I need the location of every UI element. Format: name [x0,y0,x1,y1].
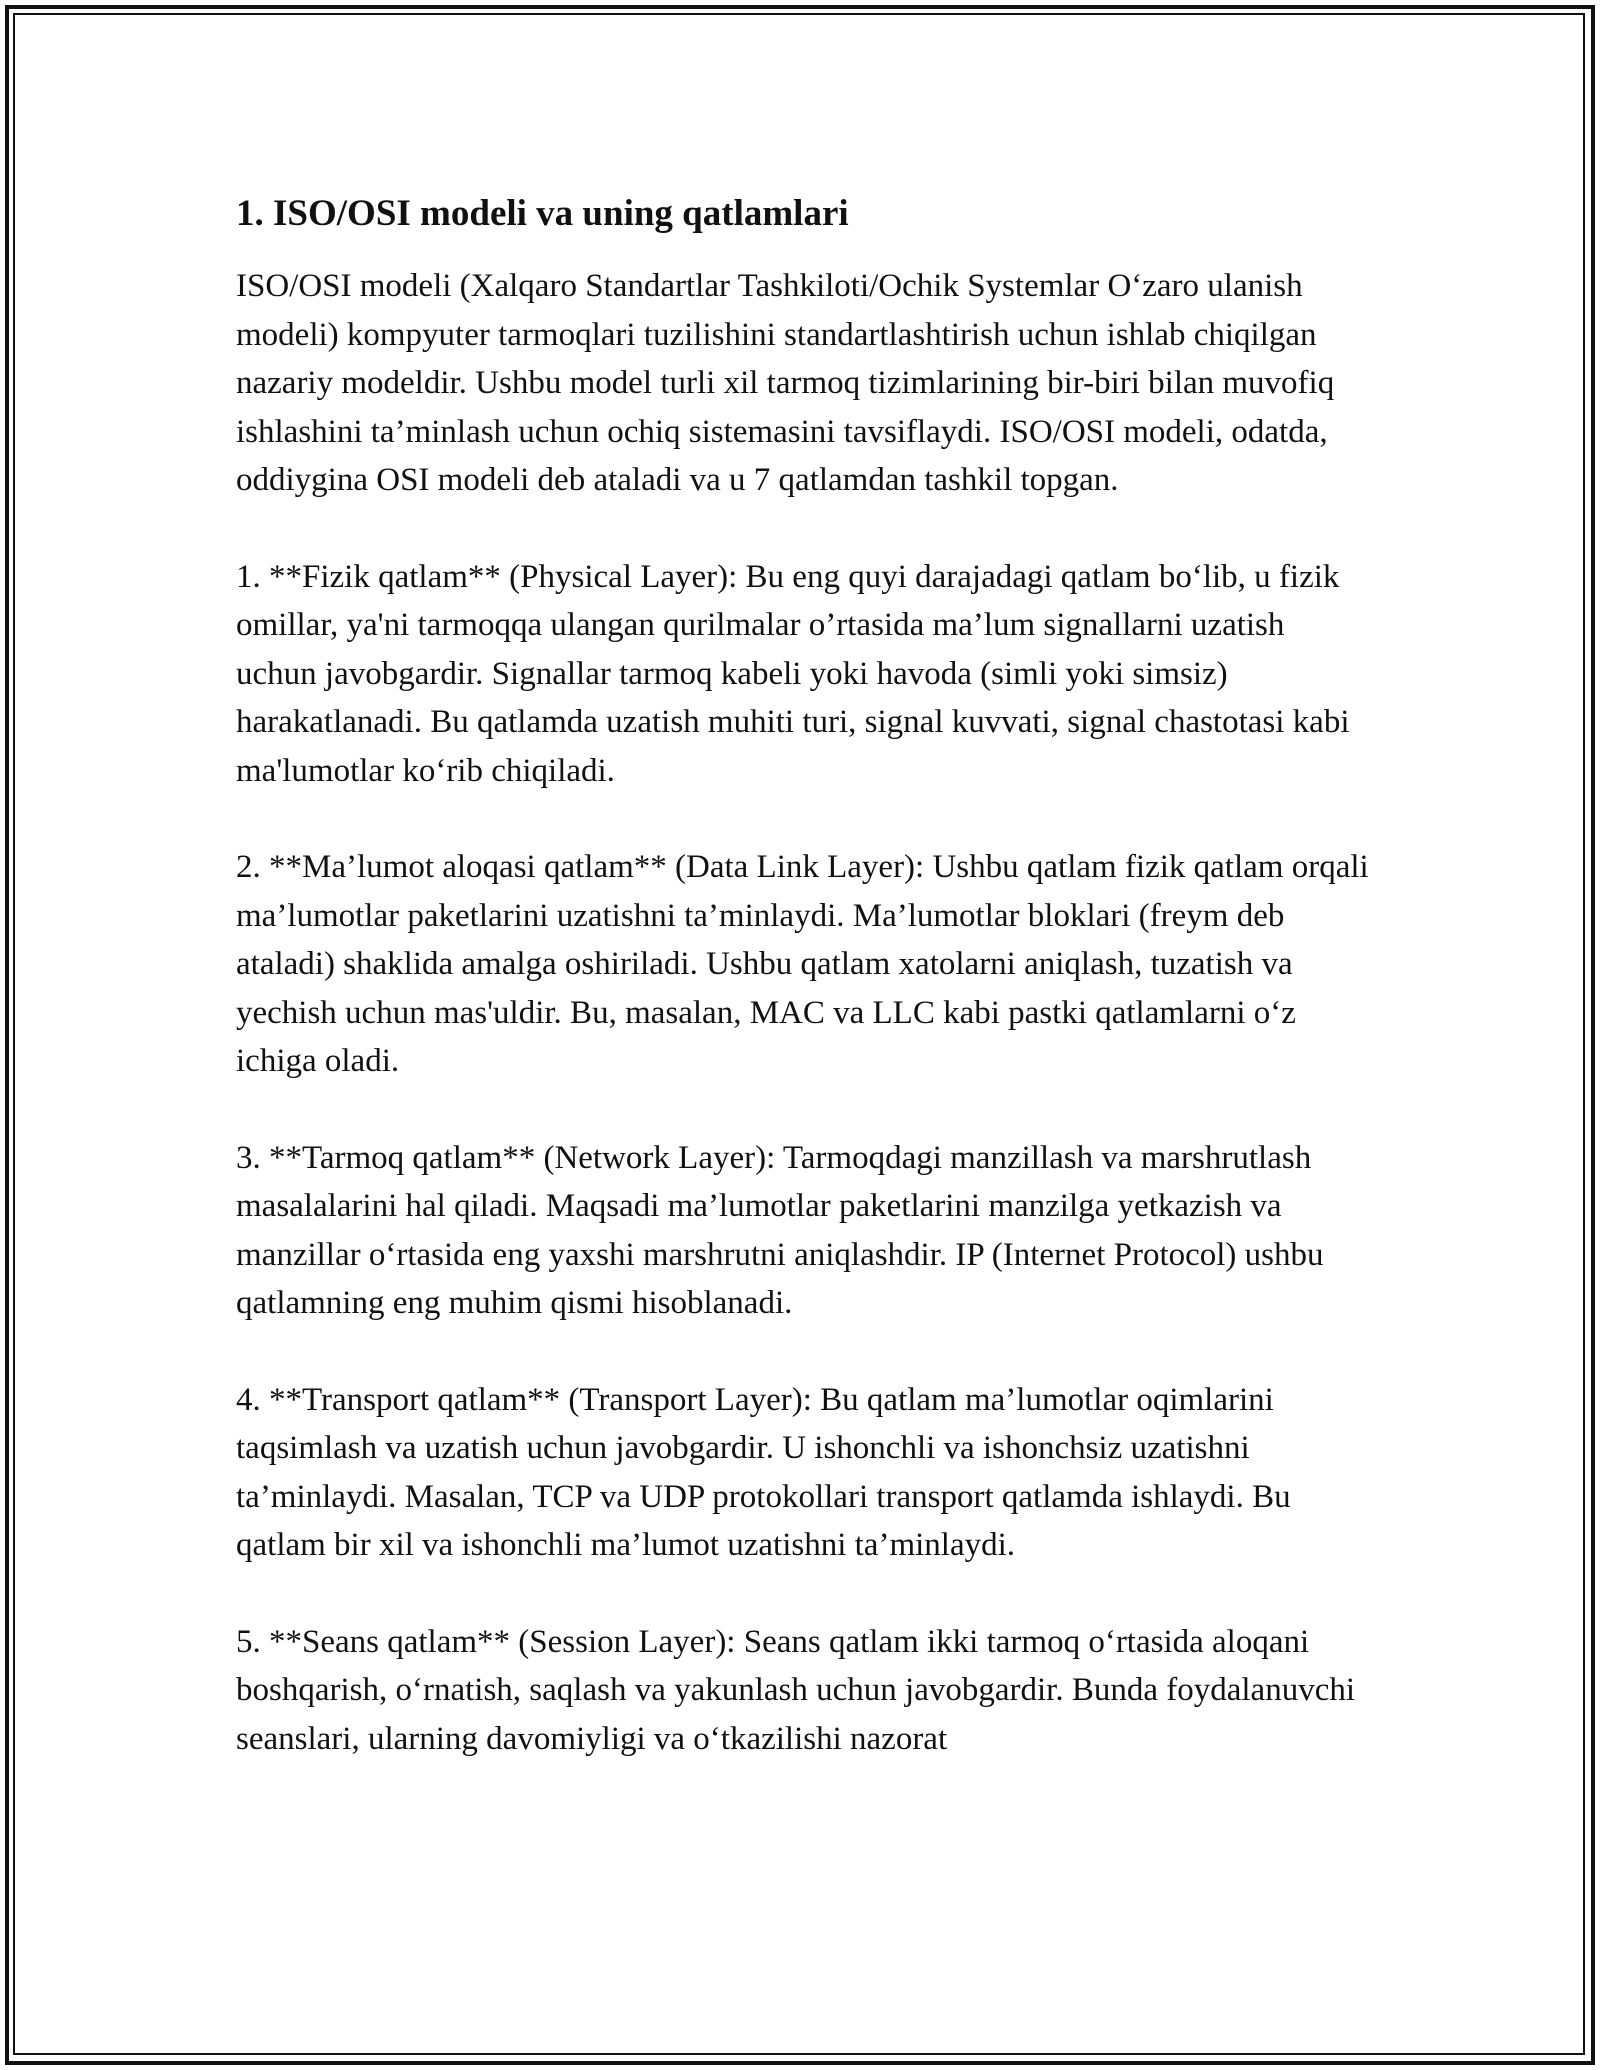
session-layer-paragraph: 5. **Seans qatlam** (Session Layer): Seans qatlam ikki tarmoq o‘rtasida aloqani boshqarish, o‘rnatish, saqlash va yakunlash uchun javobgardir. Bunda foydalanuvchi seanslari, ularning davomiyligi va o‘tkazilishi nazorat [236,1623,1356,1757]
transport-layer-paragraph: 4. **Transport qatlam** (Transport Layer): Bu qatlam ma’lumotlar oqimlarini taqsimlash va uzatish uchun javobgardir. U ishonchli va ishonchsiz uzatishni ta’minlaydi. Masalan, TCP va UDP protokollari transport qatlamda ishlaydi. Bu qatlam bir xil va ishonchli ma’lumot uzatishni ta’minlaydi. [236,1381,1291,1563]
section-heading: 1. ISO/OSI modeli va uning qatlamlari [236,193,849,234]
document-body [236,182,1371,1811]
physical-layer-paragraph: 1. **Fizik qatlam** (Physical Layer): Bu eng quyi darajadagi qatlam bo‘lib, u fizik omillar, ya'ni tarmoqqa ulangan qurilmalar o’rtasida ma’lum signallarni uzatish uchun javobgardir. Signallar tarmoq kabeli yoki havoda (simli yoki simsiz) harakatlanadi. Bu qatlamda uzatish muhiti turi, signal kuvvati, signal chastotasi kabi ma'lumotlar ko‘rib chiqiladi. [236,558,1350,789]
data-link-layer-paragraph: 2. **Ma’lumot aloqasi qatlam** (Data Link Layer): Ushbu qatlam fizik qatlam orqali ma’lumotlar paketlarini uzatishni ta’minlaydi. Ma’lumotlar bloklari (freym deb ataladi) shaklida amalga oshiriladi. Ushbu qatlam xatolarni aniqlash, tuzatish va yechish uchun mas'uldir. Bu, masalan, MAC va LLC kabi pastki qatlamlarni o‘z ichiga oladi. [236,849,1369,1079]
network-layer-paragraph: 3. **Tarmoq qatlam** (Network Layer): Tarmoqdagi manzillash va marshrutlash masalalarini hal qiladi. Maqsadi ma’lumotlar paketlarini manzilga yetkazish va manzillar o‘rtasida eng yaxshi marshrutni aniqlashdir. IP (Internet Protocol) ushbu qatlamning eng muhim qismi hisoblanadi. [236,1139,1324,1321]
intro-paragraph: ISO/OSI modeli (Xalqaro Standartlar Tashkiloti/Ochik Systemlar O‘zaro ulanish modeli) kompyuter tarmoqlari tuzilishini standartlashtirish uchun ishlab chiqilgan nazariy modeldir. Ushbu model turli xil tarmoq tizimlarining bir-biri bilan muvofiq ishlashini ta’minlash uchun ochiq sistemasini tavsiflaydi. ISO/OSI modeli, odatda, oddiygina OSI modeli deb ataladi va u 7 qatlamdan tashkil topgan. [236,268,1335,498]
